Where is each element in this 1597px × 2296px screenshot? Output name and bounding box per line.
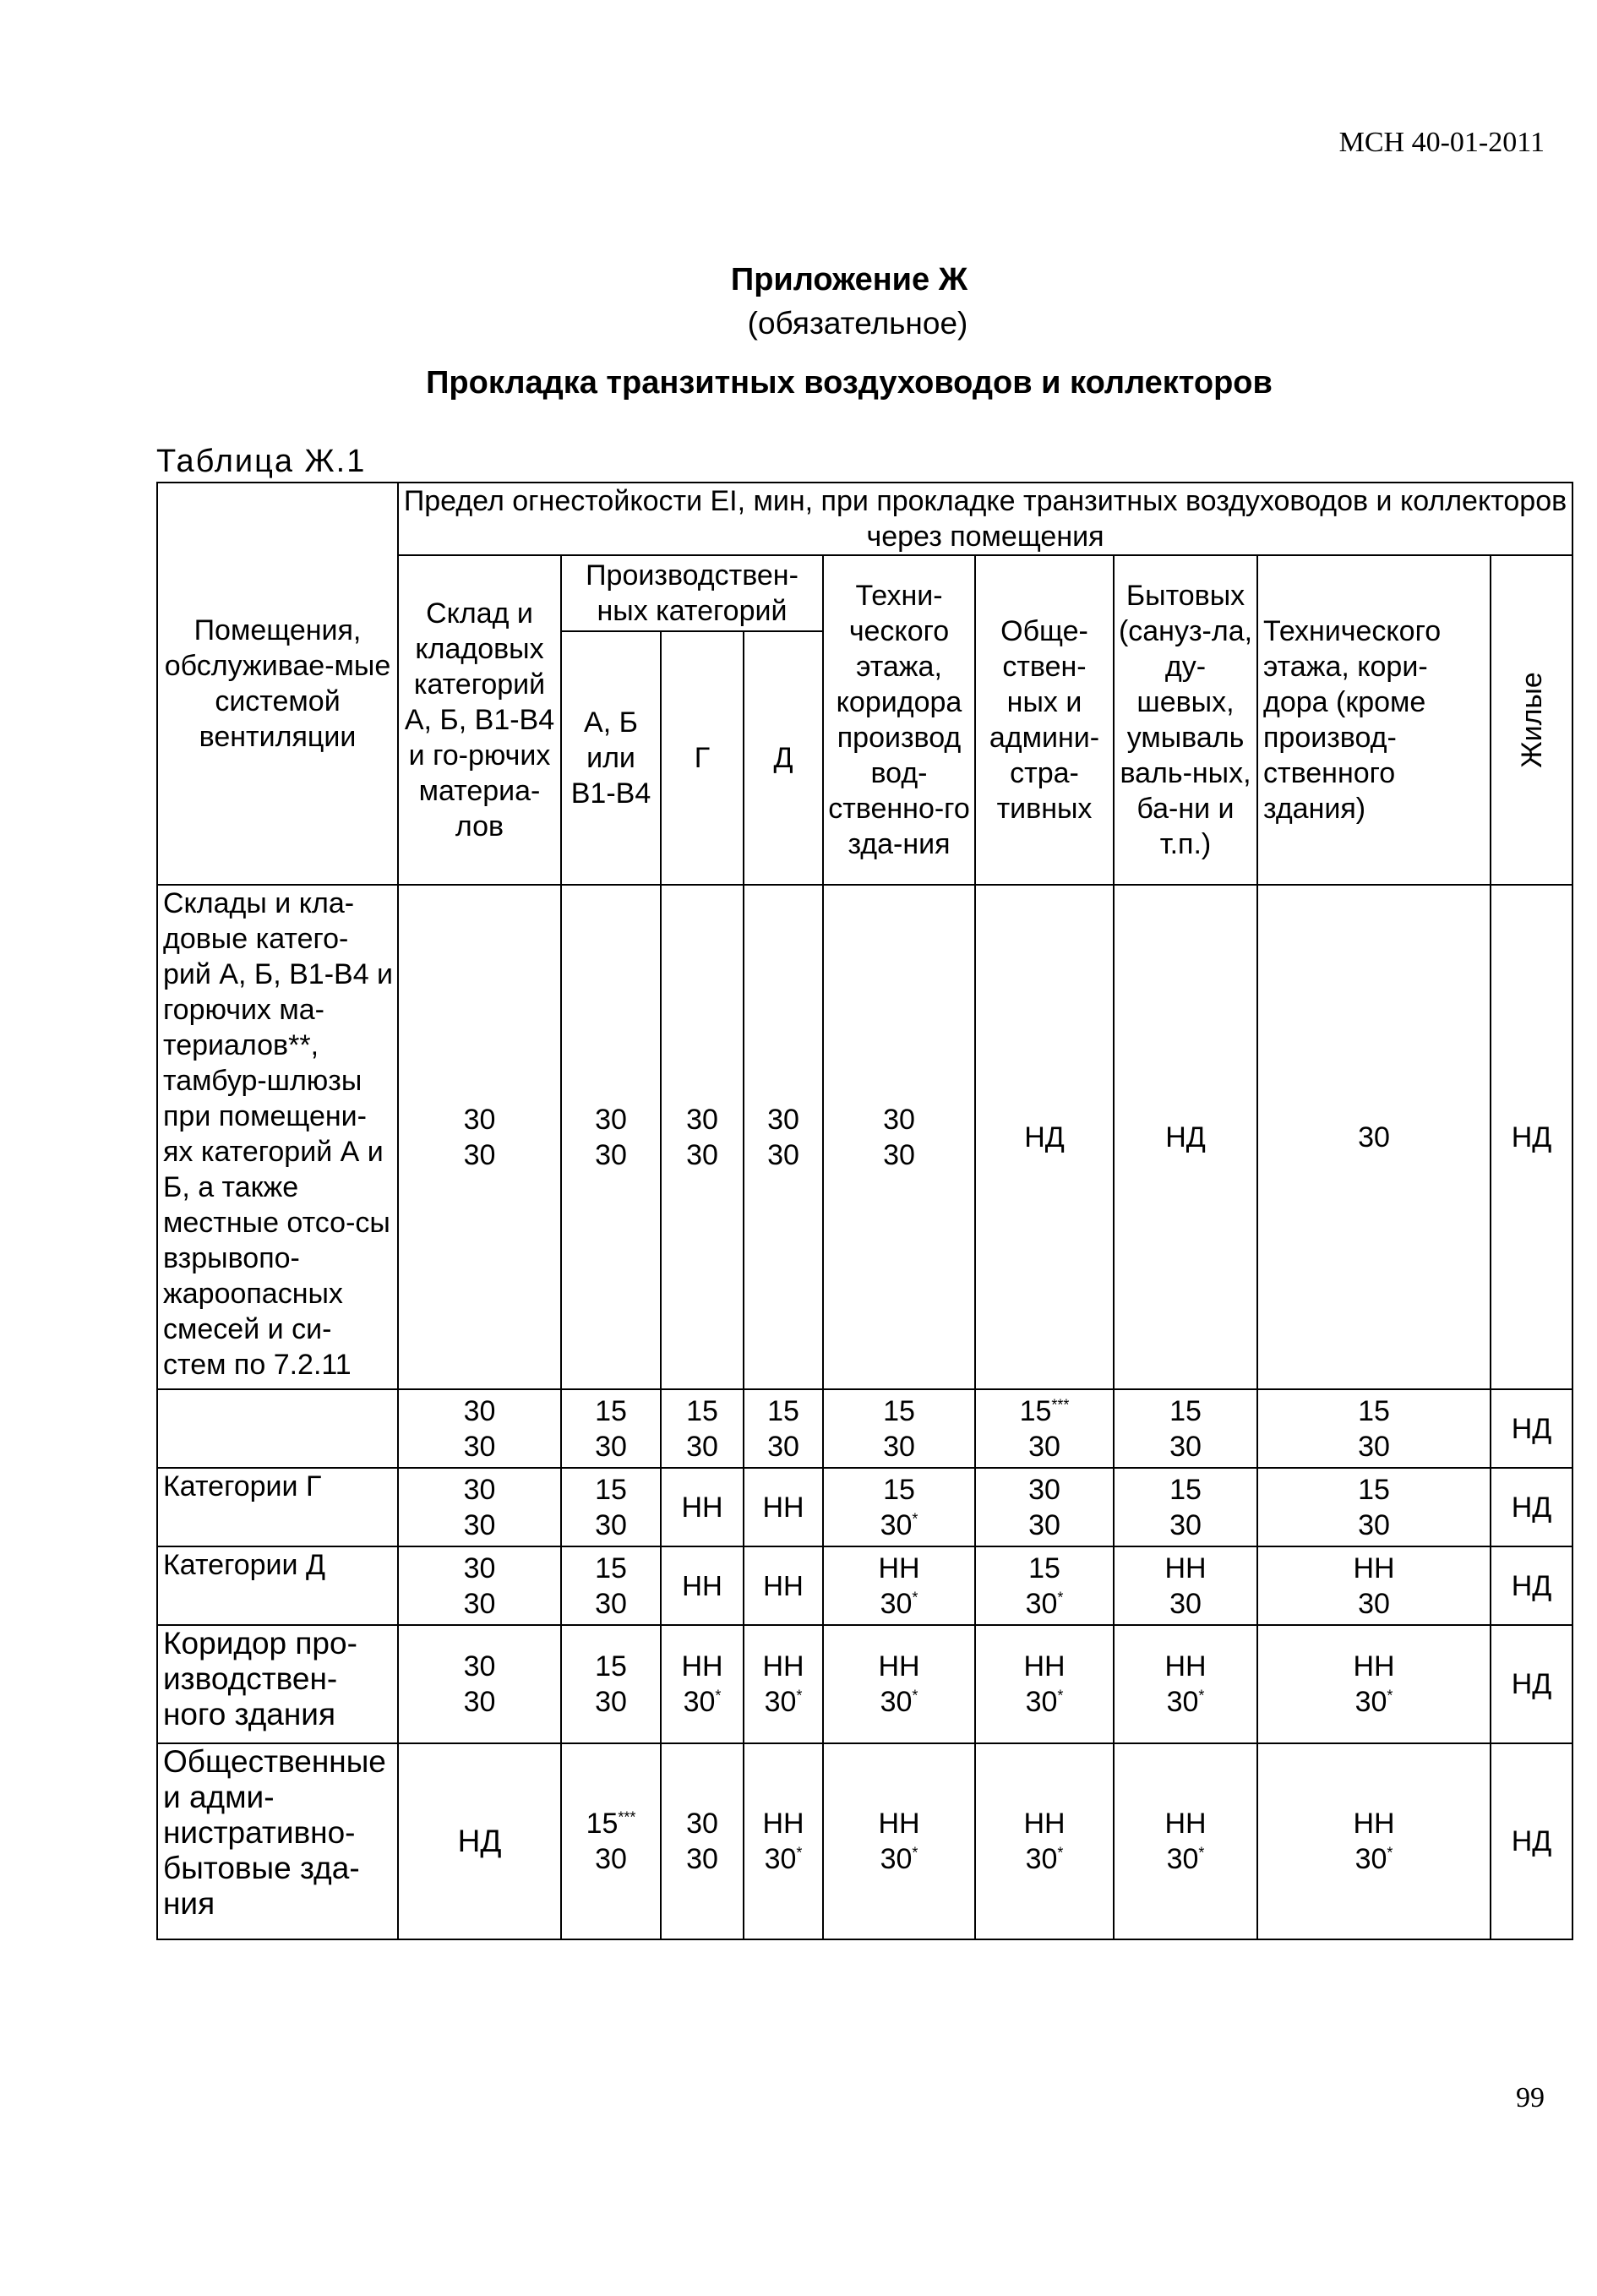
table-cell: 15 30 (823, 1389, 975, 1468)
table-cell: 15 30 (1257, 1468, 1491, 1546)
table-cell: НД (1491, 885, 1572, 1389)
table-cell: 15 30* (975, 1546, 1114, 1625)
table-row (157, 885, 1572, 1389)
table-cell: 30 30 (398, 1389, 561, 1468)
table-cell: НД (1491, 1743, 1572, 1939)
table-cell: 30 30 (561, 885, 661, 1389)
table-row (157, 1743, 1572, 1939)
header-warehouse: Склад и кладовых категорий А, Б, В1-В4 и го-рючих материа-лов (398, 555, 561, 885)
table-cell: 30 30 (661, 885, 744, 1389)
table-cell: 30 30 (398, 885, 561, 1389)
header-tech-corridor: Технического этажа, кори-дора (кроме производ-ственного здания) (1257, 555, 1491, 885)
row-label: Категории Г (157, 1468, 398, 1546)
header-d: Д (744, 631, 823, 885)
table-row (157, 1625, 1572, 1743)
table-cell: 15 30 (561, 1546, 661, 1625)
header-tech-floor: Техни-ческого этажа, коридора производ вод-ственно-го зда-ния (823, 555, 975, 885)
table-cell: НН 30* (975, 1743, 1114, 1939)
header-household: Бытовых (сануз-ла, ду-шевых, умываль валь-ных, ба-ни и т.п.) (1114, 555, 1257, 885)
table-cell: НД (1491, 1546, 1572, 1625)
row-label: Склады и кла-довые катего-рий А, Б, В1-В4 и горючих ма-териалов**, тамбур-шлюзы при помещени-ях категорий А и Б, а также местные отсо-сы взрывопо-жароопасных смесей и си-стем по 7.2.11 (157, 885, 398, 1389)
header-ab: А, Б или В1-В4 (561, 631, 661, 885)
table-cell: 15 30 (1257, 1389, 1491, 1468)
row-label: Коридор про-изводствен-ного здания (157, 1625, 398, 1743)
table-cell: НН (661, 1468, 744, 1546)
table-cell: 30 30 (823, 885, 975, 1389)
table-cell: 15 30 (561, 1389, 661, 1468)
table-cell: 30 30 (398, 1546, 561, 1625)
table-cell: НН 30* (661, 1625, 744, 1743)
section-title: Прокладка транзитных воздуховодов и коллекторов (426, 365, 1273, 401)
table-cell: 30 30 (975, 1468, 1114, 1546)
table-cell: НД (975, 885, 1114, 1389)
table-cell: 15 30 (1114, 1468, 1257, 1546)
row-label: Категории Д (157, 1546, 398, 1625)
table-cell: НД (398, 1743, 561, 1939)
table-cell: НН 30 (1257, 1546, 1491, 1625)
table-cell: 30 30 (661, 1743, 744, 1939)
header-g: Г (661, 631, 744, 885)
table-cell: 15 30* (823, 1468, 975, 1546)
header-residential: Жилые (1491, 555, 1572, 885)
table-cell: НН 30* (1257, 1625, 1491, 1743)
table-cell: НД (1491, 1625, 1572, 1743)
table-cell: 15 30 (1114, 1389, 1257, 1468)
table-cell: НД (1491, 1389, 1572, 1468)
header-public: Обще-ствен-ных и админи-стра-тивных (975, 555, 1114, 885)
header-rooms: Помещения, обслуживае-мые системой вентиляции (157, 483, 398, 885)
page-number: 99 (1516, 2082, 1545, 2113)
header-fire-limit: Предел огнестойкости EI, мин, при прокладке транзитных воздуховодов и коллекторов через помещения (398, 483, 1572, 555)
row-label: Общественные и адми-нистративно-бытовые зда-ния (157, 1743, 398, 1939)
table-cell: НН 30* (823, 1546, 975, 1625)
table-caption: Таблица Ж.1 (156, 444, 367, 479)
table-cell: НН 30* (1257, 1743, 1491, 1939)
table-cell: 30 30 (744, 885, 823, 1389)
table-cell: НН 30* (823, 1743, 975, 1939)
table-cell: 30 30 (398, 1625, 561, 1743)
table-cell: НД (1491, 1468, 1572, 1546)
appendix-title: Приложение Ж (730, 262, 968, 297)
header-production: Производствен-ных категорий (561, 555, 823, 631)
table-cell: НН (661, 1546, 744, 1625)
row-label (157, 1389, 398, 1468)
table-cell: НН 30 (1114, 1546, 1257, 1625)
table-cell: НН 30* (823, 1625, 975, 1743)
table-row (157, 1468, 1572, 1546)
table-cell: 15 30 (561, 1625, 661, 1743)
table-header-row-1 (157, 483, 1572, 555)
table-cell: НН 30* (1114, 1625, 1257, 1743)
table-row (157, 1389, 1572, 1468)
table-row (157, 1546, 1572, 1625)
table-cell: 15 30 (744, 1389, 823, 1468)
table-cell: 15*** 30 (975, 1389, 1114, 1468)
table-cell: НН 30* (1114, 1743, 1257, 1939)
appendix-subtitle: (обязательное) (747, 306, 968, 341)
fire-resistance-table (156, 482, 1573, 1940)
table-cell: НД (1114, 885, 1257, 1389)
table-cell: 30 (1257, 885, 1491, 1389)
table-cell: НН 30* (744, 1743, 823, 1939)
table-cell: НН (744, 1468, 823, 1546)
table-cell: НН 30* (975, 1625, 1114, 1743)
table-cell: НН (744, 1546, 823, 1625)
table-cell: 15 30 (661, 1389, 744, 1468)
table-cell: 30 30 (398, 1468, 561, 1546)
table-cell: 15 30 (561, 1468, 661, 1546)
table-cell: 15*** 30 (561, 1743, 661, 1939)
document-code: МСН 40-01-2011 (1338, 127, 1545, 158)
table-cell: НН 30* (744, 1625, 823, 1743)
